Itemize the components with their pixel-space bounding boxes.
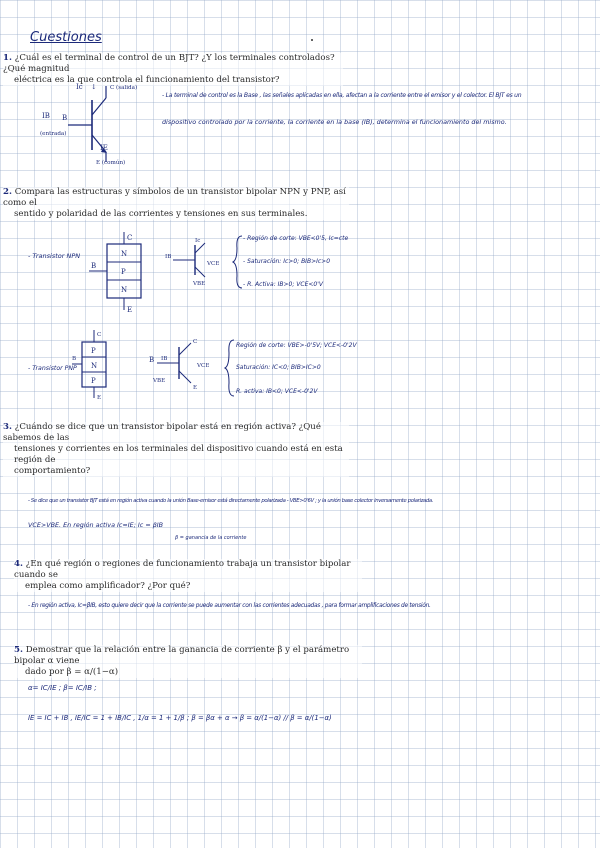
- question-number: 2.: [3, 187, 12, 197]
- diagram-label-b: B: [62, 114, 68, 122]
- diagram-label-ic: Ic: [76, 83, 83, 91]
- question-text-line: Demostrar que la relación entre la ganancia de corriente β y el parámetro bipolar α viene: [14, 645, 350, 666]
- question-text-line: eléctrica es la que controla el funcionamiento del transistor?: [14, 75, 280, 85]
- question-text-line: ¿En qué región o regiones de funcionamiento trabaja un transistor bipolar cuando se: [14, 559, 351, 580]
- question-2: [3, 187, 349, 220]
- pnp-symbol-ib: IB: [161, 356, 168, 362]
- bjt-diagram-q1: [40, 80, 140, 170]
- pnp-terminal-c: C: [97, 332, 102, 338]
- diagram-label-e: E (común): [96, 160, 126, 166]
- answer-1-line-1: - La terminal de control es la Base , las señales aplicadas en ella, afectan a la corriente entre el emisor y el colector. El BJT es un: [162, 92, 522, 99]
- question-text-line: tensiones y corrientes en los terminales del dispositivo cuando está en esta región de: [14, 444, 343, 465]
- question-3: [3, 422, 349, 477]
- decorative-dot: [311, 39, 313, 41]
- diagram-label-b-arrow: ↓: [91, 83, 97, 91]
- page-title: Cuestiones: [30, 30, 102, 45]
- pnp-symbol-e: E: [193, 385, 198, 391]
- answer-3-line-1: - Se dice que un transistor BJT está en región activa cuando la unión Base-emisor está directamente polarizada - VBE>0'6V ; y la unión base colector inversamente polarizada.: [28, 498, 434, 504]
- pnp-region-activa: R. activa: IB<0; VCE<-0'2V: [236, 388, 318, 395]
- diagram-label-entrada: (entrada): [40, 131, 67, 137]
- question-number: 5.: [14, 645, 23, 655]
- pnp-region-brace: [224, 338, 236, 398]
- npn-label: - Transistor NPN: [28, 252, 81, 260]
- answer-5-work-2: IE = IC + IB , IE/IC = 1 + IB/IC , 1/α = 1 + 1/β ; β = βα + α → β = α/(1−α) // β = α/(1−α): [28, 714, 332, 722]
- question-text-line: emplea como amplificador? ¿Por qué?: [25, 581, 191, 591]
- question-number: 1.: [3, 53, 12, 63]
- answer-5-work-1: α= IC/IE ; β= IC/IB ;: [28, 684, 97, 692]
- npn-symbol-vce: VCE: [207, 261, 220, 267]
- pnp-layer-bottom: P: [91, 377, 96, 385]
- npn-terminal-b: B: [91, 262, 97, 270]
- npn-layer-mid: P: [121, 268, 126, 276]
- npn-terminal-e: E: [127, 306, 133, 314]
- pnp-terminal-b: B: [72, 356, 77, 362]
- pnp-symbol-vbe: VBE: [153, 378, 166, 384]
- question-text-line: Compara las estructuras y símbolos de un transistor bipolar NPN y PNP, así como el: [3, 187, 346, 208]
- pnp-symbol-diagram: [145, 335, 220, 390]
- answer-1-line-2: dispositivo controlado por la corriente, la corriente en la base (IB), determina el funcionamiento del mismo.: [162, 118, 507, 126]
- pnp-symbol-b: B: [149, 356, 155, 364]
- pnp-region-corte: Región de corte: VBE>-0'5V; VCE<-0'2V: [236, 342, 357, 349]
- pnp-region-saturacion: Saturación: IC<0; BIB>IC>0: [236, 364, 321, 371]
- npn-region-activa: - R. Activa: IB>0; VCE<0'V: [243, 281, 323, 288]
- pnp-label: - Transistor PNP: [28, 365, 77, 372]
- npn-symbol-diagram: [165, 235, 240, 285]
- diagram-label-ib: IB: [42, 112, 50, 120]
- question-text-line: dado por β = α/(1−α): [25, 667, 119, 677]
- question-text-line: ¿Cuándo se dice que un transistor bipolar está en región activa? ¿Qué sabemos de las: [3, 422, 321, 443]
- question-text-line: ¿Cuál es el terminal de control de un BJT? ¿Y los terminales controlados? ¿Qué magnitud: [3, 53, 335, 74]
- answer-3-note: β = ganancia de la corriente: [175, 535, 247, 541]
- question-number: 4.: [14, 559, 23, 569]
- diagram-label-ie: IE: [100, 144, 108, 152]
- question-text-line: comportamiento?: [14, 466, 91, 476]
- pnp-symbol-vce: VCE: [197, 363, 210, 369]
- question-text-line: sentido y polaridad de las corrientes y tensiones en sus terminales.: [14, 209, 308, 219]
- npn-region-corte: - Región de corte: VBE<0'5, Ic=cte: [243, 235, 349, 242]
- question-4: [14, 559, 362, 592]
- pnp-structure-diagram: [72, 328, 117, 400]
- npn-symbol-vbe: VBE: [193, 281, 206, 287]
- question-5: [14, 645, 362, 678]
- npn-layer-top: N: [121, 250, 128, 258]
- pnp-symbol-c: C: [193, 339, 198, 345]
- npn-structure-diagram: [85, 232, 155, 317]
- diagram-label-c: C (salida): [110, 85, 138, 91]
- npn-layer-bottom: N: [121, 286, 128, 294]
- pnp-layer-top: P: [91, 347, 96, 355]
- pnp-terminal-e: E: [97, 395, 102, 401]
- npn-region-saturacion: - Saturación: Ic>0; BIB>Ic>0: [243, 258, 331, 265]
- npn-terminal-c: C: [127, 234, 133, 242]
- npn-symbol-ic: Ic: [195, 238, 201, 244]
- npn-symbol-ib: IB: [165, 254, 172, 260]
- answer-4: - En región activa, Ic=βIB, esto quiere decir que la corriente se puede aumentar con las corrientes adecuadas , para formar amplificaciones de tensión.: [28, 603, 431, 609]
- question-number: 3.: [3, 422, 12, 432]
- pnp-layer-mid: N: [91, 362, 98, 370]
- answer-3-line-2: VCE>VBE. En región activa Ic≈IE; Ic = βIB: [28, 521, 164, 529]
